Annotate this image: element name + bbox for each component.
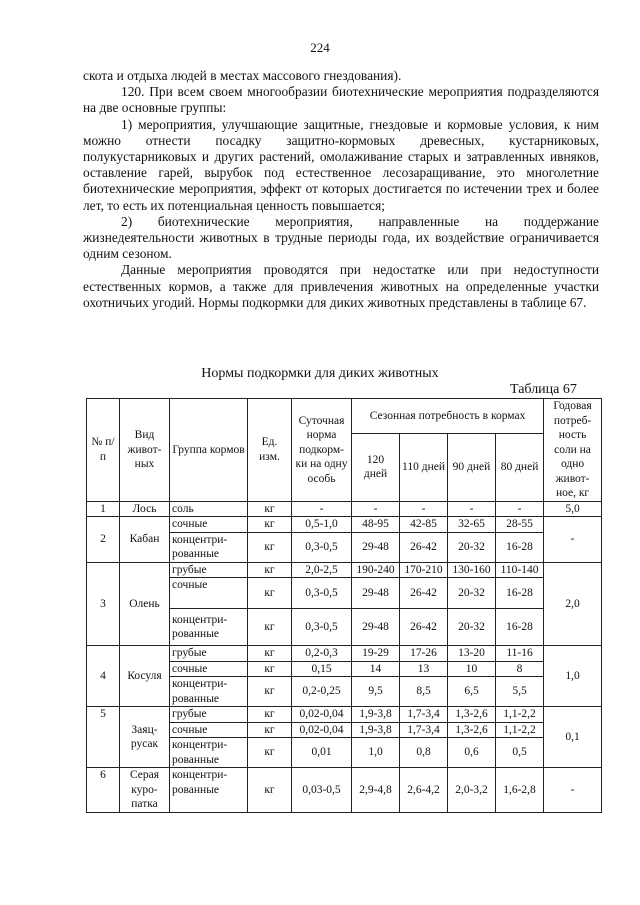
feed-daily: 0,3-0,5 xyxy=(292,532,352,562)
feed-80: 1,6-2,8 xyxy=(496,768,544,813)
feed-120: 1,0 xyxy=(352,738,400,768)
row-num: 5 xyxy=(87,707,120,768)
feed-80: 16-28 xyxy=(496,578,544,609)
feed-unit: кг xyxy=(248,661,292,677)
feed-80: 16-28 xyxy=(496,532,544,562)
header-salt: Годовая потреб-ность соли на одно живот-ное, кг xyxy=(544,399,602,502)
feed-80: 11-16 xyxy=(496,646,544,662)
feed-120: 29-48 xyxy=(352,532,400,562)
feed-90: 32-65 xyxy=(448,517,496,533)
row-animal: Лось xyxy=(120,501,170,517)
paragraph: 1) мероприятия, улучшающие защитные, гнездовые и кормовые условия, к ним можно отнести посадку защитно-кормовых древесных, кустарниковых, полукустарниковых и других растений, омолаживание старых и затравленных ивняков, оставление гарей, вырубок под естественное лесозаращивание, это многолетние биотехнические мероприятия, эффект от которых достигается по истечении трех и более лет, то есть их потенциальная ценность повышается; xyxy=(83,116,599,213)
header-animal: Вид живот-ных xyxy=(120,399,170,502)
feed-90: 1,3-2,6 xyxy=(448,722,496,738)
feed-90: 20-32 xyxy=(448,609,496,646)
feed-120: 2,9-4,8 xyxy=(352,768,400,813)
feed-unit: кг xyxy=(248,646,292,662)
row-salt: 5,0 xyxy=(544,501,602,517)
feed-group: грубые xyxy=(170,646,248,662)
feed-90: 6,5 xyxy=(448,677,496,707)
feed-110: 170-210 xyxy=(400,562,448,578)
feed-120: 19-29 xyxy=(352,646,400,662)
feed-80: 8 xyxy=(496,661,544,677)
feed-90: 20-32 xyxy=(448,532,496,562)
feed-daily: 0,15 xyxy=(292,661,352,677)
feed-group: сочные xyxy=(170,578,248,609)
row-num: 2 xyxy=(87,517,120,563)
feed-110: 26-42 xyxy=(400,578,448,609)
header-80: 80 дней xyxy=(496,433,544,501)
feed-110: 42-85 xyxy=(400,517,448,533)
feed-daily: 0,02-0,04 xyxy=(292,707,352,723)
feed-daily: - xyxy=(292,501,352,517)
row-animal: Заяц-русак xyxy=(120,707,170,768)
feed-110: 13 xyxy=(400,661,448,677)
header-110: 110 дней xyxy=(400,433,448,501)
feed-120: 9,5 xyxy=(352,677,400,707)
feed-daily: 0,5-1,0 xyxy=(292,517,352,533)
feed-110: 26-42 xyxy=(400,609,448,646)
feeding-norms-table xyxy=(86,398,602,813)
row-animal: Кабан xyxy=(120,517,170,563)
feed-80: 28-55 xyxy=(496,517,544,533)
feed-group: сочные xyxy=(170,661,248,677)
feed-group: концентри-рованные xyxy=(170,768,248,813)
row-salt: 2,0 xyxy=(544,562,602,646)
feed-group: концентри-рованные xyxy=(170,738,248,768)
feed-110: 17-26 xyxy=(400,646,448,662)
feed-unit: кг xyxy=(248,501,292,517)
header-group: Группа кормов xyxy=(170,399,248,502)
feed-group: концентри-рованные xyxy=(170,532,248,562)
feed-group: концентри-рованные xyxy=(170,609,248,646)
page-number: 224 xyxy=(310,40,330,55)
feed-110: 1,7-3,4 xyxy=(400,722,448,738)
feed-80: 0,5 xyxy=(496,738,544,768)
header-unit: Ед. изм. xyxy=(248,399,292,502)
feed-daily: 0,02-0,04 xyxy=(292,722,352,738)
feed-unit: кг xyxy=(248,768,292,813)
feed-80: 1,1-2,2 xyxy=(496,722,544,738)
feed-110: 8,5 xyxy=(400,677,448,707)
feed-120: 1,9-3,8 xyxy=(352,707,400,723)
row-animal: Косуля xyxy=(120,646,170,707)
feed-90: 13-20 xyxy=(448,646,496,662)
paragraph: 2) биотехнические мероприятия, направленные на поддержание жизнедеятельности животных в трудные периоды года, их воздействие ограничивается одним сезоном. xyxy=(83,213,599,262)
feed-80: - xyxy=(496,501,544,517)
feed-90: 1,3-2,6 xyxy=(448,707,496,723)
feed-90: 130-160 xyxy=(448,562,496,578)
feed-daily: 0,01 xyxy=(292,738,352,768)
row-salt: - xyxy=(544,517,602,563)
table-number: Таблица 67 xyxy=(510,382,577,397)
table-caption: Нормы подкормки для диких животных xyxy=(201,366,439,381)
feed-unit: кг xyxy=(248,722,292,738)
row-num: 3 xyxy=(87,562,120,646)
feed-unit: кг xyxy=(248,578,292,609)
feed-unit: кг xyxy=(248,738,292,768)
feed-90: 10 xyxy=(448,661,496,677)
row-num: 6 xyxy=(87,768,120,813)
feed-group: сочные xyxy=(170,517,248,533)
feed-unit: кг xyxy=(248,517,292,533)
row-num: 1 xyxy=(87,501,120,517)
row-num: 4 xyxy=(87,646,120,707)
row-animal: Серая куро-патка xyxy=(120,768,170,813)
header-120: 120 дней xyxy=(352,433,400,501)
feed-110: 0,8 xyxy=(400,738,448,768)
feed-unit: кг xyxy=(248,562,292,578)
feed-daily: 0,3-0,5 xyxy=(292,578,352,609)
row-salt: - xyxy=(544,768,602,813)
feed-120: - xyxy=(352,501,400,517)
row-salt: 1,0 xyxy=(544,646,602,707)
paragraph: 120. При всем своем многообразии биотехнические мероприятия подразделяются на две основные группы: xyxy=(83,84,599,116)
feed-80: 5,5 xyxy=(496,677,544,707)
feed-120: 48-95 xyxy=(352,517,400,533)
header-num: № п/п xyxy=(87,399,120,502)
header-90: 90 дней xyxy=(448,433,496,501)
row-salt: 0,1 xyxy=(544,707,602,768)
feed-120: 1,9-3,8 xyxy=(352,722,400,738)
feed-group: грубые xyxy=(170,707,248,723)
feed-unit: кг xyxy=(248,609,292,646)
feed-110: 26-42 xyxy=(400,532,448,562)
feed-80: 16-28 xyxy=(496,609,544,646)
feed-120: 14 xyxy=(352,661,400,677)
feed-daily: 0,3-0,5 xyxy=(292,609,352,646)
feed-90: 2,0-3,2 xyxy=(448,768,496,813)
feed-110: - xyxy=(400,501,448,517)
feed-120: 190-240 xyxy=(352,562,400,578)
header-seasonal: Сезонная потребность в кормах xyxy=(352,399,544,434)
feed-80: 110-140 xyxy=(496,562,544,578)
body-text xyxy=(83,68,599,311)
feed-80: 1,1-2,2 xyxy=(496,707,544,723)
feed-90: - xyxy=(448,501,496,517)
feed-unit: кг xyxy=(248,707,292,723)
feed-unit: кг xyxy=(248,532,292,562)
feed-unit: кг xyxy=(248,677,292,707)
feed-group: сочные xyxy=(170,722,248,738)
row-animal: Олень xyxy=(120,562,170,646)
feed-110: 2,6-4,2 xyxy=(400,768,448,813)
feed-daily: 0,2-0,25 xyxy=(292,677,352,707)
feed-group: грубые xyxy=(170,562,248,578)
feed-90: 20-32 xyxy=(448,578,496,609)
feed-120: 29-48 xyxy=(352,609,400,646)
feed-120: 29-48 xyxy=(352,578,400,609)
feed-daily: 2,0-2,5 xyxy=(292,562,352,578)
paragraph: Данные мероприятия проводятся при недостатке или при недоступности естественных кормов, а также для привлечения животных на определенные участки охотничьих угодий. Нормы подкормки для диких животных представлены в таблице 67. xyxy=(83,262,599,310)
feed-group: концентри-рованные xyxy=(170,677,248,707)
feed-daily: 0,2-0,3 xyxy=(292,646,352,662)
paragraph: скота и отдыха людей в местах массового гнездования). xyxy=(83,68,402,83)
header-daily: Суточная норма подкорм-ки на одну особь xyxy=(292,399,352,502)
feed-110: 1,7-3,4 xyxy=(400,707,448,723)
feed-group: соль xyxy=(170,501,248,517)
feed-90: 0,6 xyxy=(448,738,496,768)
feed-daily: 0,03-0,5 xyxy=(292,768,352,813)
